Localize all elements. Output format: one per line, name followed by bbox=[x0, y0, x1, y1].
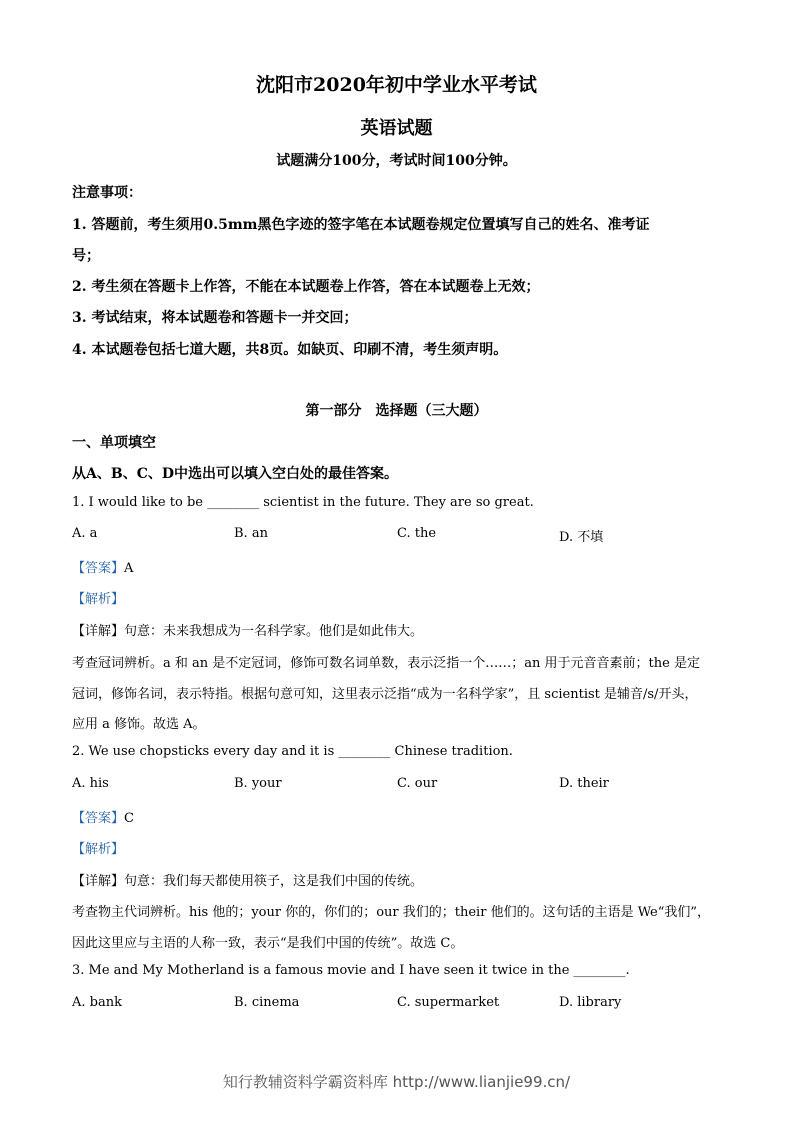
q1-option-c: C. the bbox=[397, 526, 437, 541]
q1-detail: 【详解】句意：未来我想成为一名科学家。他们是如此伟大。 bbox=[72, 624, 424, 639]
q3-option-a: A. bank bbox=[72, 995, 122, 1010]
q1-explanation-1: 考查冠词辨析。a 和 an 是不定冠词，修饰可数名词单数，表示泛指一个……；an 用于元音音素前；the 是定 bbox=[72, 656, 700, 671]
q1-answer bbox=[72, 557, 133, 576]
q1-explanation-2: 冠词，修饰名词，表示特指。根据句意可知，这里表示泛指“成为一名科学家”，且 scientist 是辅音/s/开头， bbox=[72, 687, 698, 702]
note-1-cont: 号； bbox=[72, 248, 100, 264]
note-3: 3. 考试结束，将本试题卷和答题卡一并交回； bbox=[72, 310, 358, 326]
exam-title: 沈阳市2020年初中学业水平考试 bbox=[256, 74, 537, 96]
q1-explanation-3: 应用 a 修饰。故选 A。 bbox=[72, 717, 206, 732]
q2-option-d: D. their bbox=[559, 776, 609, 791]
answer-label: 【答案】 bbox=[72, 811, 125, 826]
q3-stem: 3. Me and My Motherland is a famous movie and I have seen it twice in the ________. bbox=[72, 963, 630, 978]
q1-analysis-label: 【解析】 bbox=[72, 592, 125, 607]
q3-option-b: B. cinema bbox=[234, 995, 300, 1010]
q2-stem: 2. We use chopsticks every day and it is ________ Chinese tradition. bbox=[72, 744, 513, 759]
answer-value: C bbox=[124, 811, 134, 826]
q1-stem: 1. I would like to be ________ scientist in the future. They are so great. bbox=[72, 495, 534, 510]
q3-option-d: D. library bbox=[559, 995, 622, 1010]
answer-label: 【答案】 bbox=[72, 561, 125, 576]
note-1: 1. 答题前，考生须用0.5mm黑色字迹的签字笔在本试题卷规定位置填写自己的姓名、准考证 bbox=[72, 217, 650, 233]
q2-detail: 【详解】句意：我们每天都使用筷子，这是我们中国的传统。 bbox=[72, 874, 424, 889]
q2-option-c: C. our bbox=[397, 776, 438, 791]
note-2: 2. 考生须在答题卡上作答，不能在本试题卷上作答，答在本试题卷上无效； bbox=[72, 279, 540, 295]
part1-heading: 一、单项填空 bbox=[72, 435, 156, 451]
footer-watermark: 知行教辅资料学霸资料库 http://www.lianjie99.cn/ bbox=[222, 1073, 571, 1091]
subject-title: 英语试题 bbox=[360, 118, 433, 139]
q3-option-c: C. supermarket bbox=[397, 995, 500, 1010]
q2-explanation-2: 因此这里应与主语的人称一致，表示“是我们中国的传统”。故选 C。 bbox=[72, 936, 464, 951]
q2-option-b: B. your bbox=[234, 776, 282, 791]
q2-answer bbox=[72, 807, 134, 826]
exam-meta: 试题满分100分，考试时间100分钟。 bbox=[276, 153, 517, 169]
q2-option-a: A. his bbox=[72, 776, 109, 791]
q1-option-a: A. a bbox=[72, 526, 98, 541]
part1-instruction: 从A、B、C、D中选出可以填入空白处的最佳答案。 bbox=[72, 466, 398, 482]
q1-option-d: D. 不填 bbox=[559, 530, 604, 545]
note-4: 4. 本试题卷包括七道大题，共8页。如缺页、印刷不清，考生须声明。 bbox=[72, 342, 508, 358]
answer-value: A bbox=[124, 561, 134, 576]
q2-explanation-1: 考查物主代词辨析。his 他的；your 你的，你们的；our 我们的；their 他们的。这句话的主语是 We“我们”， bbox=[72, 905, 710, 920]
section-heading: 第一部分 选择题（三大题） bbox=[305, 403, 488, 419]
q2-analysis-label: 【解析】 bbox=[72, 842, 125, 857]
notes-heading: 注意事项： bbox=[72, 185, 142, 201]
q1-option-b: B. an bbox=[234, 526, 268, 541]
